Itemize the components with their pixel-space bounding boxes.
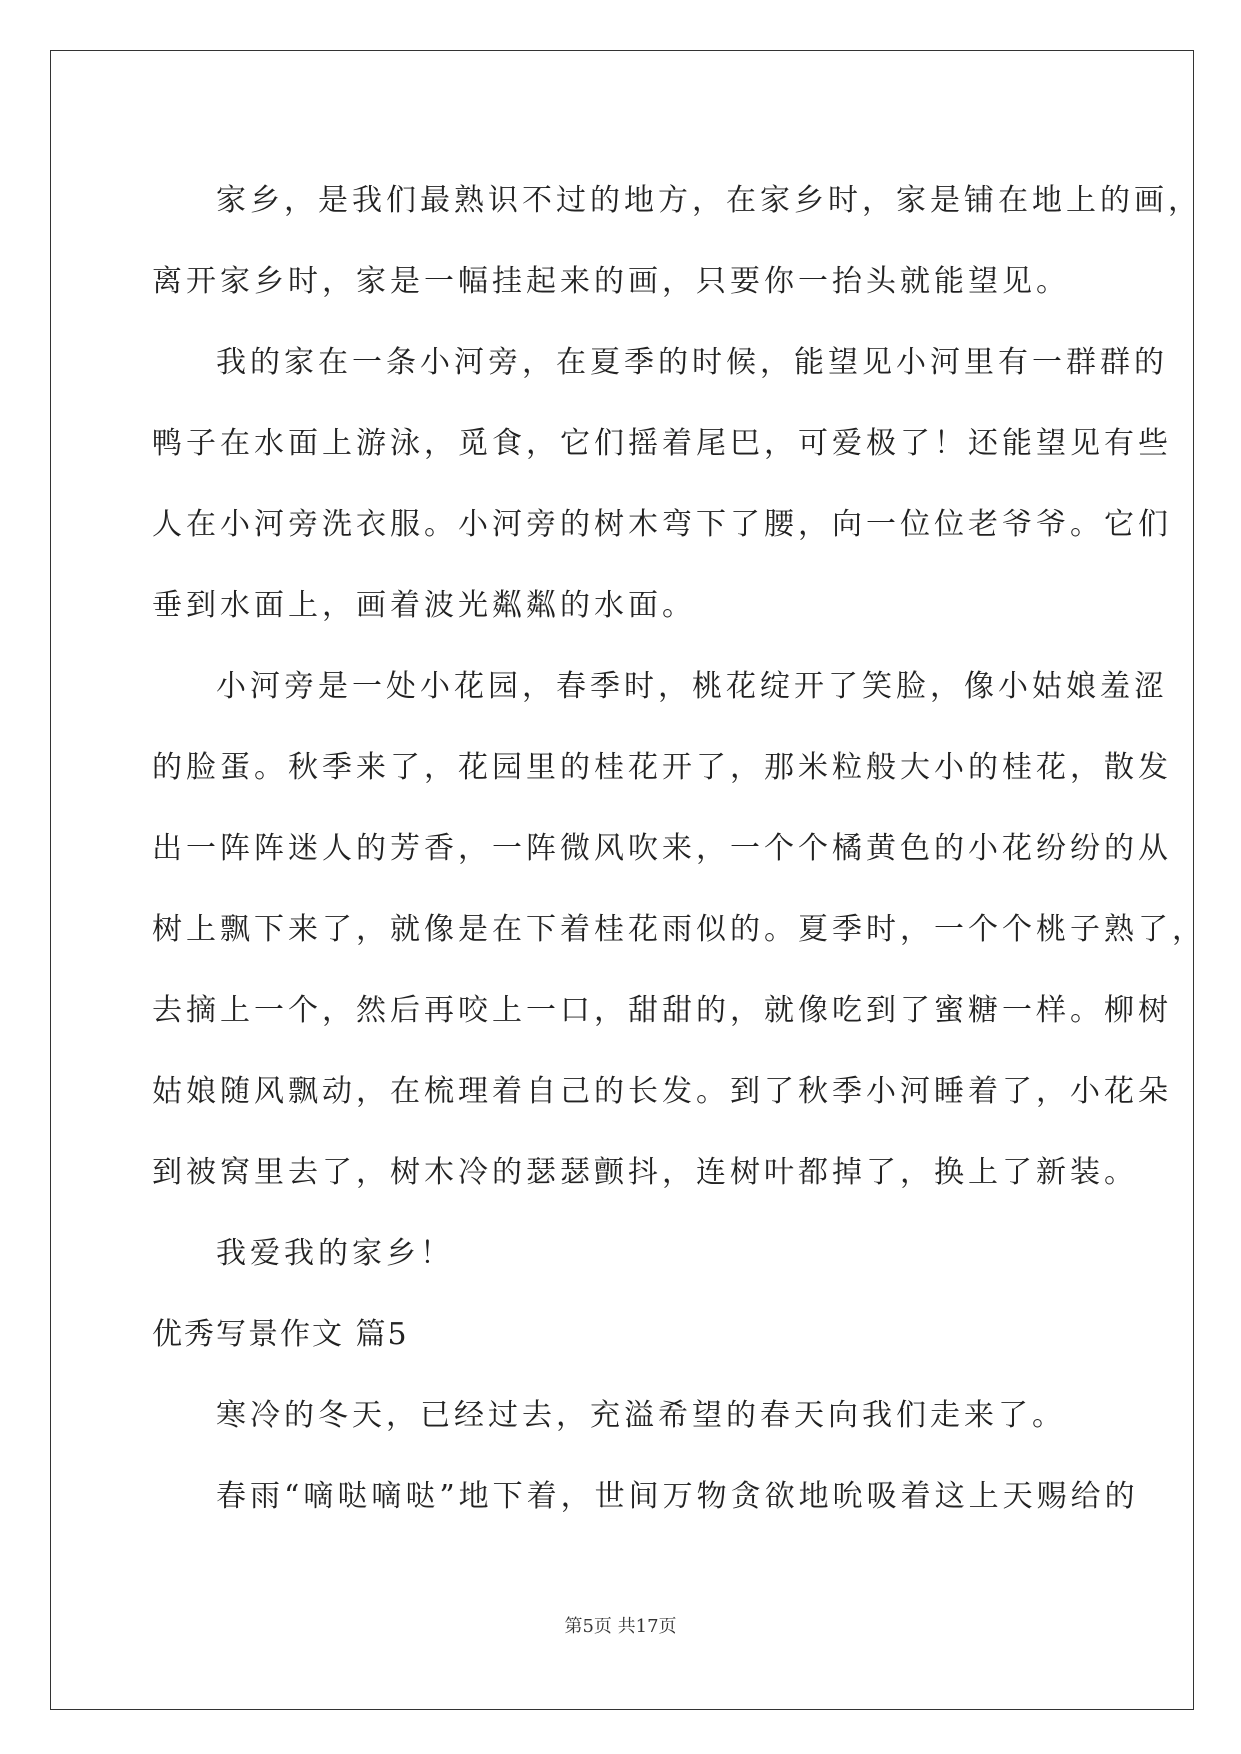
paragraph-1 [152,160,1202,322]
text-line: 出一阵阵迷人的芳香，一阵微风吹来，一个个橘黄色的小花纷纷的从 [152,831,1172,866]
section-paragraph-1 [152,1375,1092,1456]
section-paragraph-2 [152,1456,1139,1537]
text-line: 我的家在一条小河旁，在夏季的时候，能望见小河里有一群群的 [216,345,1168,380]
paragraph-4 [152,1213,1092,1294]
text-line: 离开家乡时，家是一幅挂起来的画，只要你一抬头就能望见。 [152,264,1070,299]
text-line: 去摘上一个，然后再咬上一口，甜甜的，就像吃到了蜜糖一样。柳树 [152,993,1172,1028]
text-line: 到被窝里去了，树木冷的瑟瑟颤抖，连树叶都掉了，换上了新装。 [152,1155,1138,1190]
page-number: 第5页 共17页 [564,1616,677,1637]
text-line: 的脸蛋。秋季来了，花园里的桂花开了，那米粒般大小的桂花，散发 [152,750,1172,785]
text-line: 家乡，是我们最熟识不过的地方，在家乡时，家是铺在地上的画， [216,183,1202,218]
text-line: 鸭子在水面上游泳，觅食，它们摇着尾巴，可爱极了！还能望见有些 [152,426,1172,461]
text-line: 我爱我的家乡！ [216,1236,454,1271]
paragraph-3 [152,646,1206,1213]
text-line: 小河旁是一处小花园，春季时，桃花绽开了笑脸，像小姑娘羞涩 [216,669,1168,704]
section-heading: 优秀写景作文 篇5 [152,1317,409,1352]
document-body [152,160,1206,1537]
text-line: 树上飘下来了，就像是在下着桂花雨似的。夏季时，一个个桃子熟了， [152,912,1206,947]
text-line: 寒冷的冬天，已经过去，充溢希望的春天向我们走来了。 [216,1398,1066,1433]
text-line: 春雨“嘀哒嘀哒”地下着，世间万物贪欲地吮吸着这上天赐给的 [216,1479,1139,1514]
text-line: 垂到水面上，画着波光粼粼的水面。 [152,588,696,623]
paragraph-2 [152,322,1172,646]
text-line: 人在小河旁洗衣服。小河旁的树木弯下了腰，向一位位老爷爷。它们 [152,507,1172,542]
text-line: 姑娘随风飘动，在梳理着自己的长发。到了秋季小河睡着了，小花朵 [152,1074,1172,1109]
